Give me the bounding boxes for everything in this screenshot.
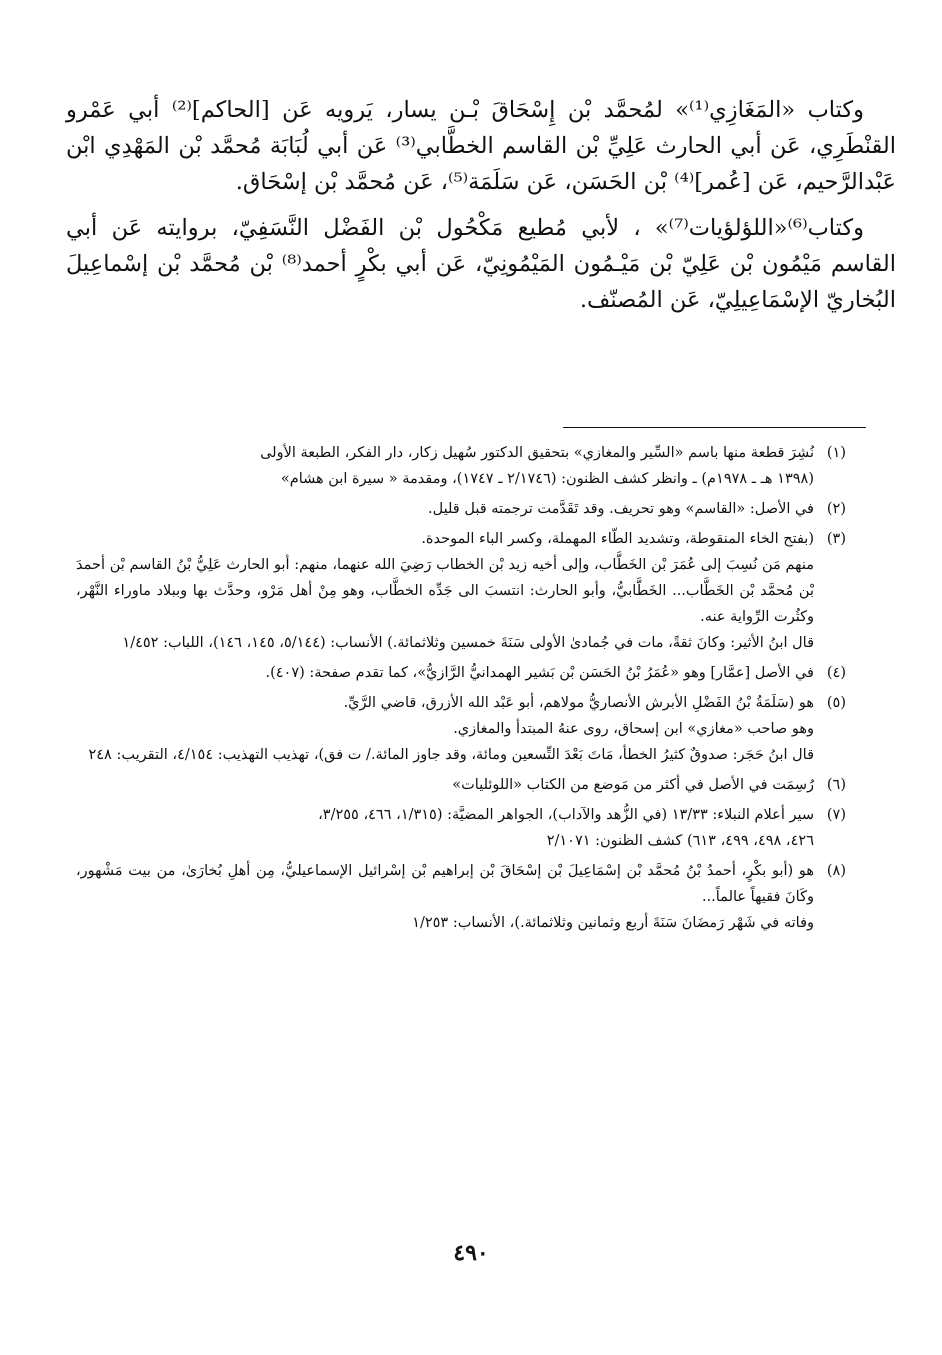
footnote-line: قال ابنُ حَجَر: صدوقٌ كثيرُ الخطأ، مَاتَ بَعْدَ التِّسعين ومائة، وقد جاوز المائة./ ت فق)، تهذيب التهذيب: ٤/١٥٤، التقريب: ٢٤٨ (88, 747, 814, 763)
paragraph-maghazi: وكتاب «المَغَازِي⁽¹⁾» لمُحمَّد بْن إِسْحَاقَ بْـن يسار، يَرويه عَن [الحاكم]⁽²⁾ أبي عَمْرو القنْطَرِي، عَن أبي الحارث عَلِيِّ بْن القاسم الخطَّابي⁽³⁾ عَن أبي لُبَابَة مُحمَّد بْن المَهْدِي ابْن عَبْدالرَّحيم، عَن [عُمر]⁽⁴⁾ بْن الحَسَن، عَن سَلَمَة⁽⁵⁾، عَن مُحمَّد بْن إسْحَاق. (66, 97, 896, 195)
footnote-number: (٤) (826, 665, 846, 681)
footnote-line: وفاته في شَهْر رَمضَانَ سَنَةَ أربع وثمانين وثلاثمائة.)، الأنساب: ١/٢٥٣ (412, 915, 814, 931)
footnote-5 (76, 690, 846, 768)
footnote-2 (76, 496, 846, 522)
footnote-3 (76, 526, 846, 656)
footnote-separator (563, 427, 866, 428)
footnotes (76, 440, 846, 940)
footnote-line: سير أعلام النبلاء: ١٣/٣٣ (في الزُّهد والآداب)، الجواهر المضيَّة: (١/٣١٥، ٤٦٦، ٣/٢٥٥، (318, 807, 814, 823)
page-number: ٤٩٠ (453, 1240, 489, 1266)
footnote-line: منهم مَن نُسِبَ إلى عُمَرَ بْن الخَطَّاب، وإلى أخيه زيد بْن الخطاب رَضِيَ الله عنهما، منهم: أبو الحارث عَلِيُّ بْنُ القاسم بْن أحمدَ بْن مُحمَّد بْن الخَطَّاب... الخَطَّابيُّ، وأبو الحارث: انتسبَ الى جَدِّه الخطَّاب، وهو مِنْ أهل مَرْو، وحدَّث بها وببلاد ماوراء النَّهْر، وكثُرت الرِّواية عنه. (76, 557, 814, 625)
footnote-line: وهو صاحب «مغازي» ابن إسحاق، روى عنهُ المبتدأ والمغازي. (453, 721, 814, 737)
footnote-line: (بفتح الخاء المنقوطة، وتشديد الطّاء المهملة، وكسر الباء الموحدة. (421, 531, 814, 547)
footnote-line: قال ابنُ الأثير: وكانَ ثقةً، مات في جُمادىٰ الأولى سَنَةَ خمسين وثلاثمائة.) الأنساب: (٥/١٤٤، ١٤٥، ١٤٦)، اللباب: ١/٤٥٢ (122, 635, 814, 651)
footnote-number: (٣) (826, 531, 846, 547)
paragraph-luluiyyat: وكتاب⁽⁶⁾«اللؤلؤيات⁽⁷⁾» ، لأبي مُطيع مَكْحُول بْن الفَضْل النَّسَفِيّ، بروايته عَن أبي القاسم مَيْمُون بْن عَلِيّ بْن مَيْـمُون المَيْمُونِيّ، عَن أبي بكْرٍ أحمد⁽⁸⁾ بْن مُحمَّد بْن إسْماعِيلَ البُخاريّ الإسْمَاعِيلِيّ، عَن المُصنّف. (66, 215, 896, 313)
footnote-6 (76, 772, 846, 798)
footnote-number: (١) (826, 445, 846, 461)
footnote-8 (76, 858, 846, 936)
footnote-line: هو (أبو بكْرٍ، أحمدُ بْنُ مُحمَّد بْن إسْمَاعِيلَ بْن إسْحَاقَ بْن إبراهيم بْن إسْرائيل الإسماعيليُّ، مِن أهلِ بُخارَىٰ، من بيت مَشْهور، وكَانَ فقيهاً عالماً... (76, 863, 814, 905)
footnote-line: رُسِمَت في الأصل في أكثر من مَوضع من الكتاب «اللوئليات» (452, 777, 814, 793)
footnote-1 (76, 440, 846, 492)
footnote-number: (٢) (826, 501, 846, 517)
footnote-line: نُشِرَ قطعة منها باسم «السِّير والمغازي» بتحقيق الدكتور سُهيل زكار، دار الفكر، الطبعة الأولى (260, 445, 814, 461)
footnote-line: هو (سَلَمَةُ بْنُ الفَضْلِ الأبرش الأنصاريُّ مولاهم، أبو عَبْد الله الأزرق، قاضي الرَّيِّ. (343, 695, 814, 711)
footnote-line: في الأصل [عمَّار] وهو «عُمَرُ بْنُ الحَسَن بْن بَشير الهمدانيُّ الرَّازيُّ»، كما تقدم صفحة: (٤٠٧). (265, 665, 814, 681)
footnote-line: ٤٢٦، ٤٩٨، ٤٩٩، ٦١٣) كشف الظنون: ٢/١٠٧١ (546, 833, 814, 849)
footnote-line: في الأصل: «القاسم» وهو تحريف. وقد تَقَدَّمت ترجمته قبل قليل. (428, 501, 814, 517)
footnote-number: (٥) (826, 695, 846, 711)
footnote-7 (76, 802, 846, 854)
footnote-4 (76, 660, 846, 686)
footnote-number: (٧) (826, 807, 846, 823)
footnote-line: (١٣٩٨ هـ ـ ١٩٧٨م) ـ وانظر كشف الظنون: (٢/١٧٤٦ ـ ١٧٤٧)، ومقدمة « سيرة ابن هشام» (280, 471, 814, 487)
footnote-number: (٨) (826, 863, 846, 879)
main-text (66, 92, 896, 328)
footnote-number: (٦) (826, 777, 846, 793)
